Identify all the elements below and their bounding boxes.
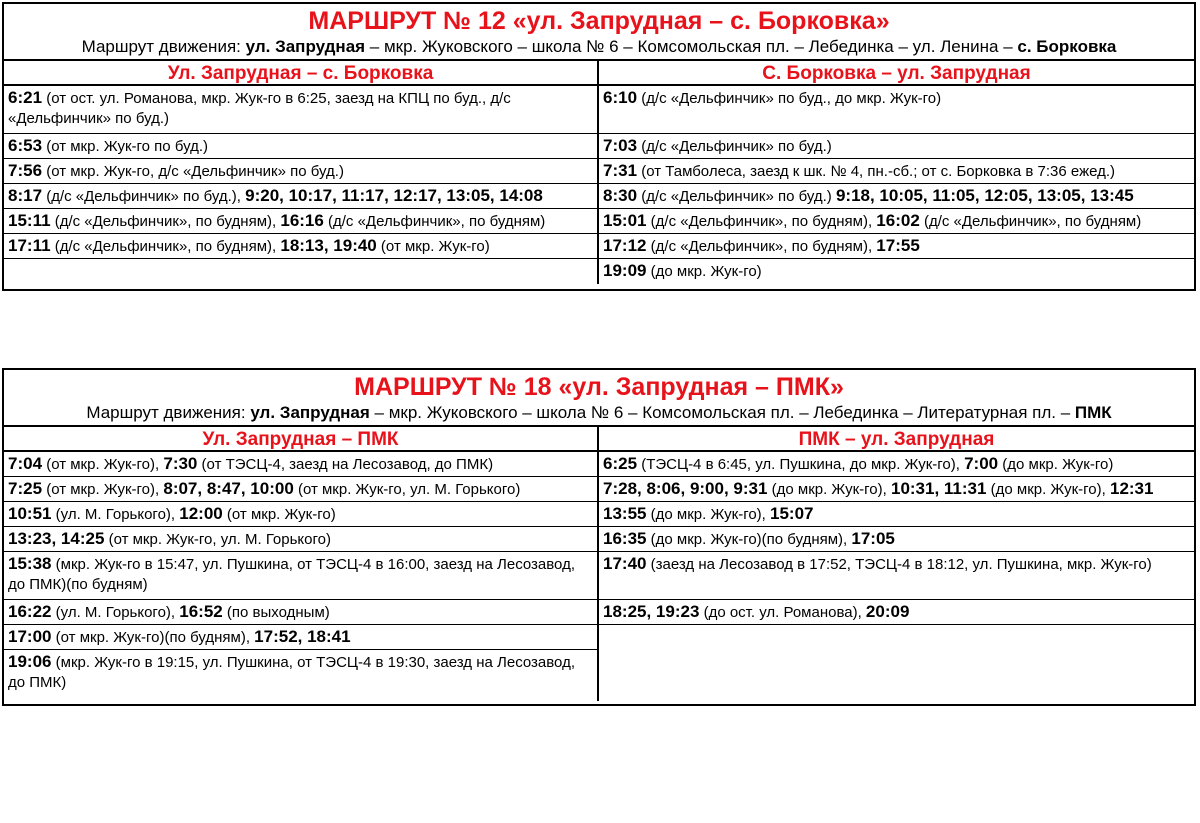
departure-time: 9:18, 10:05, 11:05, 12:05, 13:05, 13:45 bbox=[835, 186, 1134, 205]
departure-time: 19:06 bbox=[8, 652, 52, 671]
departure-time: 17:55 bbox=[876, 236, 920, 255]
schedule-entry bbox=[599, 159, 1194, 184]
departure-time: 15:01 bbox=[603, 211, 647, 230]
departure-note: (до мкр. Жук-го), bbox=[986, 481, 1110, 498]
departure-note: (д/с «Дельфинчик», по будням) bbox=[919, 213, 1142, 230]
direction-forward bbox=[4, 427, 599, 701]
departure-time: 18:13, 19:40 bbox=[280, 236, 377, 255]
departure-time: 7:03 bbox=[603, 136, 638, 155]
schedule-entry bbox=[599, 600, 1194, 625]
departure-note: (мкр. Жук-го в 19:15, ул. Пушкина, от ТЭСЦ-4 в 19:30, заезд на Лесозавод, до ПМК) bbox=[8, 654, 575, 691]
schedule-entry bbox=[599, 477, 1194, 502]
departure-note: (заезд на Лесозавод в 17:52, ТЭСЦ-4 в 18:12, ул. Пушкина, мкр. Жук-го) bbox=[646, 556, 1152, 573]
schedule-entry bbox=[599, 452, 1194, 477]
departure-note: (до мкр. Жук-го), bbox=[646, 506, 771, 523]
departure-time: 7:28, 8:06, 9:00, 9:31 bbox=[603, 479, 768, 498]
departure-note: (мкр. Жук-го в 15:47, ул. Пушкина, от ТЭСЦ-4 в 16:00, заезд на Лесозавод, до ПМК)(по будням) bbox=[8, 556, 575, 593]
departure-time: 19:09 bbox=[603, 261, 647, 280]
departure-note: (до мкр. Жук-го) bbox=[998, 456, 1114, 473]
schedule-entry bbox=[4, 209, 597, 234]
departure-time: 17:40 bbox=[603, 554, 647, 573]
departure-time: 16:22 bbox=[8, 602, 52, 621]
departure-time: 16:16 bbox=[280, 211, 324, 230]
schedule-entry bbox=[4, 477, 597, 502]
direction-header: Ул. Запрудная – ПМК bbox=[4, 427, 597, 452]
departure-time: 16:02 bbox=[876, 211, 920, 230]
route-path-segment: ул. Запрудная bbox=[245, 37, 366, 56]
departure-note: (от мкр. Жук-го) bbox=[376, 238, 490, 255]
departure-note: (от мкр. Жук-го по буд.) bbox=[42, 138, 208, 155]
schedule-entry bbox=[599, 259, 1194, 284]
departure-time: 13:23, 14:25 bbox=[8, 529, 105, 548]
departure-time: 15:11 bbox=[8, 211, 51, 230]
departure-note: (д/с «Дельфинчик» по буд.), bbox=[42, 188, 246, 205]
departure-time: 7:04 bbox=[8, 454, 43, 473]
route-header bbox=[4, 370, 1194, 427]
schedule-entry bbox=[4, 234, 597, 259]
route-path-segment: Маршрут движения: bbox=[86, 403, 251, 422]
schedule-entry bbox=[4, 159, 597, 184]
schedule-entry bbox=[599, 134, 1194, 159]
departure-note: (до мкр. Жук-го) bbox=[646, 263, 762, 280]
route-path bbox=[4, 402, 1194, 425]
departure-time: 8:17 bbox=[8, 186, 43, 205]
departure-time: 12:00 bbox=[179, 504, 223, 523]
schedule-entry bbox=[4, 600, 597, 625]
route-18-schedule bbox=[2, 368, 1196, 706]
departure-note: (д/с «Дельфинчик», по будням) bbox=[323, 213, 546, 230]
route-path-segment: ПМК bbox=[1074, 403, 1112, 422]
empty-cell bbox=[4, 259, 597, 284]
direction-header: ПМК – ул. Запрудная bbox=[599, 427, 1194, 452]
schedule-entry bbox=[4, 86, 597, 134]
departure-note: (от мкр. Жук-го), bbox=[42, 481, 164, 498]
departure-note: (д/с «Дельфинчик» по буд.) bbox=[637, 138, 832, 155]
departure-note: (до мкр. Жук-го), bbox=[767, 481, 891, 498]
departure-time: 10:51 bbox=[8, 504, 52, 523]
departure-time: 8:30 bbox=[603, 186, 638, 205]
schedule-entry bbox=[599, 552, 1194, 600]
departure-time: 9:20, 10:17, 11:17, 12:17, 13:05, 14:08 bbox=[245, 186, 543, 205]
departure-note: (от ТЭСЦ-4, заезд на Лесозавод, до ПМК) bbox=[197, 456, 494, 473]
schedule-entry bbox=[599, 502, 1194, 527]
departure-note: (от Тамболеса, заезд к шк. № 4, пн.-сб.; от с. Борковка в 7:36 ежед.) bbox=[637, 163, 1116, 180]
schedule-entry bbox=[599, 86, 1194, 134]
departure-time: 13:55 bbox=[603, 504, 647, 523]
route-path-segment: – мкр. Жуковского – школа № 6 – Комсомольская пл. – Лебединка – ул. Ленина – bbox=[365, 37, 1018, 56]
departure-time: 20:09 bbox=[865, 602, 910, 621]
departure-time: 12:31 bbox=[1109, 479, 1154, 498]
schedule-entry bbox=[4, 452, 597, 477]
departure-time: 17:00 bbox=[8, 627, 52, 646]
departure-time: 10:31, 11:31 bbox=[890, 479, 987, 498]
departure-time: 7:31 bbox=[603, 161, 638, 180]
departure-time: 6:53 bbox=[8, 136, 43, 155]
schedule-entry bbox=[599, 209, 1194, 234]
route-header bbox=[4, 4, 1194, 61]
departure-time: 18:25, 19:23 bbox=[603, 602, 700, 621]
direction-header: С. Борковка – ул. Запрудная bbox=[599, 61, 1194, 86]
schedule-entry bbox=[4, 527, 597, 552]
departure-time: 17:52, 18:41 bbox=[254, 627, 351, 646]
departure-note: (д/с «Дельфинчик» по буд.) bbox=[637, 188, 836, 205]
schedule-entry bbox=[4, 625, 597, 650]
departure-time: 15:38 bbox=[8, 554, 52, 573]
schedule-entry bbox=[599, 527, 1194, 552]
schedule-entry bbox=[4, 650, 597, 698]
departure-note: (по выходным) bbox=[222, 604, 330, 621]
direction-header: Ул. Запрудная – с. Борковка bbox=[4, 61, 597, 86]
departure-time: 17:05 bbox=[851, 529, 895, 548]
departure-time: 17:12 bbox=[603, 236, 647, 255]
departure-note: (д/с «Дельфинчик», по будням), bbox=[50, 213, 281, 230]
departure-note: (до ост. ул. Романова), bbox=[699, 604, 866, 621]
route-12-schedule bbox=[2, 2, 1196, 291]
schedule-entry bbox=[4, 552, 597, 600]
departure-note: (д/с «Дельфинчик», по будням), bbox=[50, 238, 281, 255]
route-path bbox=[4, 36, 1194, 59]
schedule-grid bbox=[4, 61, 1194, 284]
departure-note: (ул. М. Горького), bbox=[51, 604, 180, 621]
route-path-segment: Маршрут движения: bbox=[81, 37, 246, 56]
departure-time: 16:52 bbox=[179, 602, 223, 621]
route-title: МАРШРУТ № 12 «ул. Запрудная – с. Борковка» bbox=[308, 7, 890, 35]
departure-note: (ул. М. Горького), bbox=[51, 506, 180, 523]
departure-note: (от мкр. Жук-го, ул. М. Горького) bbox=[293, 481, 521, 498]
route-path-segment: – мкр. Жуковского – школа № 6 – Комсомольская пл. – Лебединка – Литературная пл. – bbox=[369, 403, 1075, 422]
departure-time: 17:11 bbox=[8, 236, 51, 255]
departure-note: (от мкр. Жук-го)(по будням), bbox=[51, 629, 255, 646]
departure-time: 7:30 bbox=[163, 454, 198, 473]
schedule-entry bbox=[4, 134, 597, 159]
direction-return bbox=[599, 427, 1194, 701]
departure-note: (д/с «Дельфинчик», по будням), bbox=[646, 238, 877, 255]
departure-time: 7:56 bbox=[8, 161, 43, 180]
departure-note: (от мкр. Жук-го, ул. М. Горького) bbox=[104, 531, 331, 548]
departure-time: 7:25 bbox=[8, 479, 43, 498]
departure-time: 6:10 bbox=[603, 88, 638, 107]
direction-forward bbox=[4, 61, 599, 284]
schedule-entry bbox=[4, 502, 597, 527]
departure-note: (от мкр. Жук-го, д/с «Дельфинчик» по буд.) bbox=[42, 163, 344, 180]
departure-time: 7:00 bbox=[964, 454, 999, 473]
departure-note: (ТЭСЦ-4 в 6:45, ул. Пушкина, до мкр. Жук-го), bbox=[637, 456, 965, 473]
departure-note: (от ост. ул. Романова, мкр. Жук-го в 6:25, заезд на КПЦ по буд., д/с «Дельфинчик» по буд.) bbox=[8, 90, 511, 127]
departure-time: 6:25 bbox=[603, 454, 638, 473]
departure-note: (д/с «Дельфинчик», по будням), bbox=[646, 213, 877, 230]
schedule-entry bbox=[599, 234, 1194, 259]
departure-time: 6:21 bbox=[8, 88, 43, 107]
departure-note: (от мкр. Жук-го) bbox=[222, 506, 336, 523]
departure-note: (д/с «Дельфинчик» по буд., до мкр. Жук-го) bbox=[637, 90, 942, 107]
departure-time: 15:07 bbox=[770, 504, 814, 523]
route-path-segment: с. Борковка bbox=[1017, 37, 1117, 56]
schedule-grid bbox=[4, 427, 1194, 701]
departure-note: (до мкр. Жук-го)(по будням), bbox=[646, 531, 852, 548]
empty-cell bbox=[599, 625, 1194, 701]
route-path-segment: ул. Запрудная bbox=[250, 403, 370, 422]
direction-return bbox=[599, 61, 1194, 284]
schedule-entry bbox=[599, 184, 1194, 209]
route-title: МАРШРУТ № 18 «ул. Запрудная – ПМК» bbox=[354, 373, 844, 401]
departure-note: (от мкр. Жук-го), bbox=[42, 456, 164, 473]
schedule-entry bbox=[4, 184, 597, 209]
departure-time: 8:07, 8:47, 10:00 bbox=[163, 479, 294, 498]
departure-time: 16:35 bbox=[603, 529, 647, 548]
